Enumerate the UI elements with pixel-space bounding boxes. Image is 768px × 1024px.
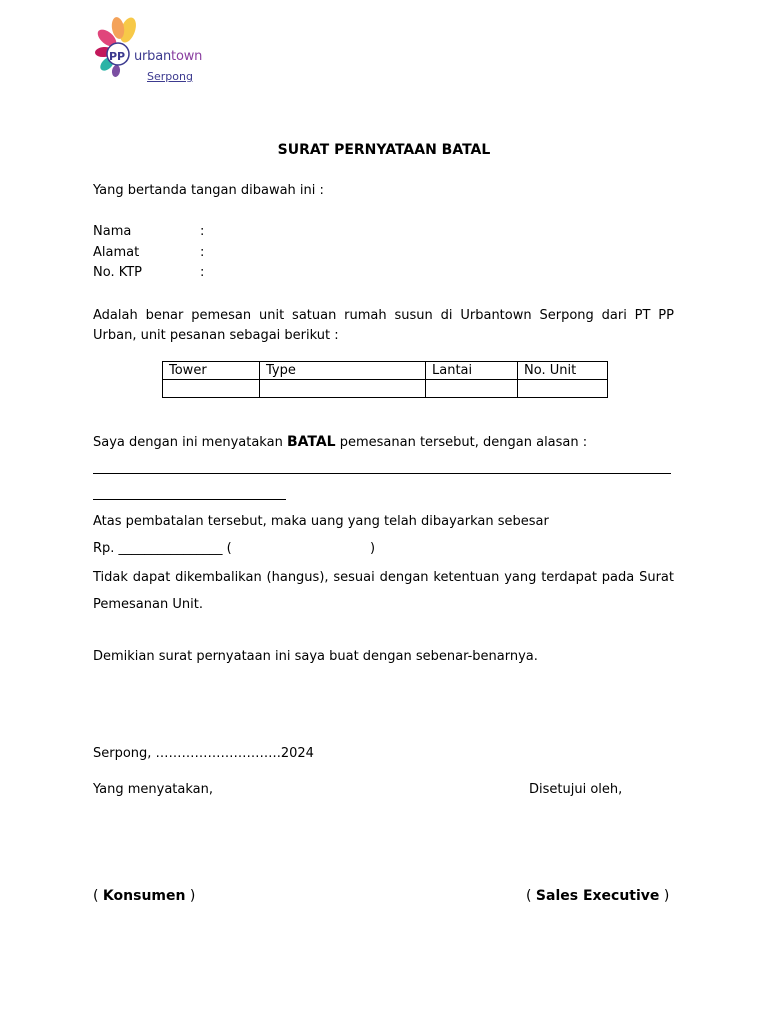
refund-intro: Atas pembatalan tersebut, maka uang yang telah dibayarkan sebesar (93, 514, 549, 529)
table-header-tower: Tower (163, 362, 260, 380)
signature-left-name-text: Konsumen (102, 888, 186, 904)
intro-text: Yang bertanda tangan dibawah ini : (93, 183, 324, 198)
signature-right-name: ( Sales Executive ) (526, 888, 670, 904)
declaration-paragraph: Adalah benar pemesan unit satuan rumah susun di Urbantown Serpong dari PT PP Urban, unit pesanan sebagai berikut : (93, 308, 674, 343)
table-header-row (163, 362, 608, 380)
field-label-ktp: No. KTP (93, 265, 143, 280)
signature-right-label: Disetujui oleh, (529, 782, 623, 797)
closing-text: Demikian surat pernyataan ini saya buat dengan sebenar-benarnya. (93, 649, 538, 664)
cancel-statement-before: Saya dengan ini menyatakan (93, 435, 287, 450)
reason-line-2[interactable] (93, 499, 286, 500)
place-date: Serpong, ………………………..2024 (93, 746, 314, 761)
signature-left-name: ( Konsumen ) (93, 888, 196, 904)
cancel-keyword: BATAL (286, 434, 336, 450)
logo-wordmark (134, 49, 202, 64)
table-row (163, 380, 608, 398)
field-sep-alamat: : (200, 245, 205, 260)
signature-right-name-text: Sales Executive (535, 888, 660, 904)
field-label-alamat: Alamat (93, 245, 140, 260)
cancel-statement (93, 434, 587, 451)
table-cell-type[interactable] (260, 380, 426, 398)
table-header-no-unit: No. Unit (518, 362, 608, 380)
refund-amount-close: ) (370, 541, 376, 556)
table-cell-tower[interactable] (163, 380, 260, 398)
logo-wordmark-prefix: urban (134, 49, 172, 64)
logo-badge: PP (109, 50, 126, 63)
field-sep-nama: : (200, 224, 205, 239)
table-cell-no-unit[interactable] (518, 380, 608, 398)
reason-line-1[interactable] (93, 473, 671, 474)
urbantown-logo (94, 16, 214, 88)
table-cell-lantai[interactable] (426, 380, 518, 398)
logo-location: Serpong (147, 70, 193, 83)
refund-amount-line: Rp. ________________ ( (93, 541, 232, 556)
table-header-type: Type (260, 362, 426, 380)
table-header-lantai: Lantai (426, 362, 518, 380)
cancel-statement-after: pemesanan tersebut, dengan alasan : (335, 435, 588, 450)
forfeit-paragraph: Tidak dapat dikembalikan (hangus), sesuai dengan ketentuan yang terdapat pada Surat Pemesanan Unit. (93, 570, 674, 612)
signature-left-label: Yang menyatakan, (93, 782, 214, 797)
field-sep-ktp: : (200, 265, 205, 280)
field-label-nama: Nama (93, 224, 132, 239)
document-title: SURAT PERNYATAAN BATAL (277, 142, 491, 158)
logo-wordmark-suffix: town (171, 49, 203, 64)
unit-table (162, 361, 608, 398)
flower-logo-icon (94, 16, 144, 78)
